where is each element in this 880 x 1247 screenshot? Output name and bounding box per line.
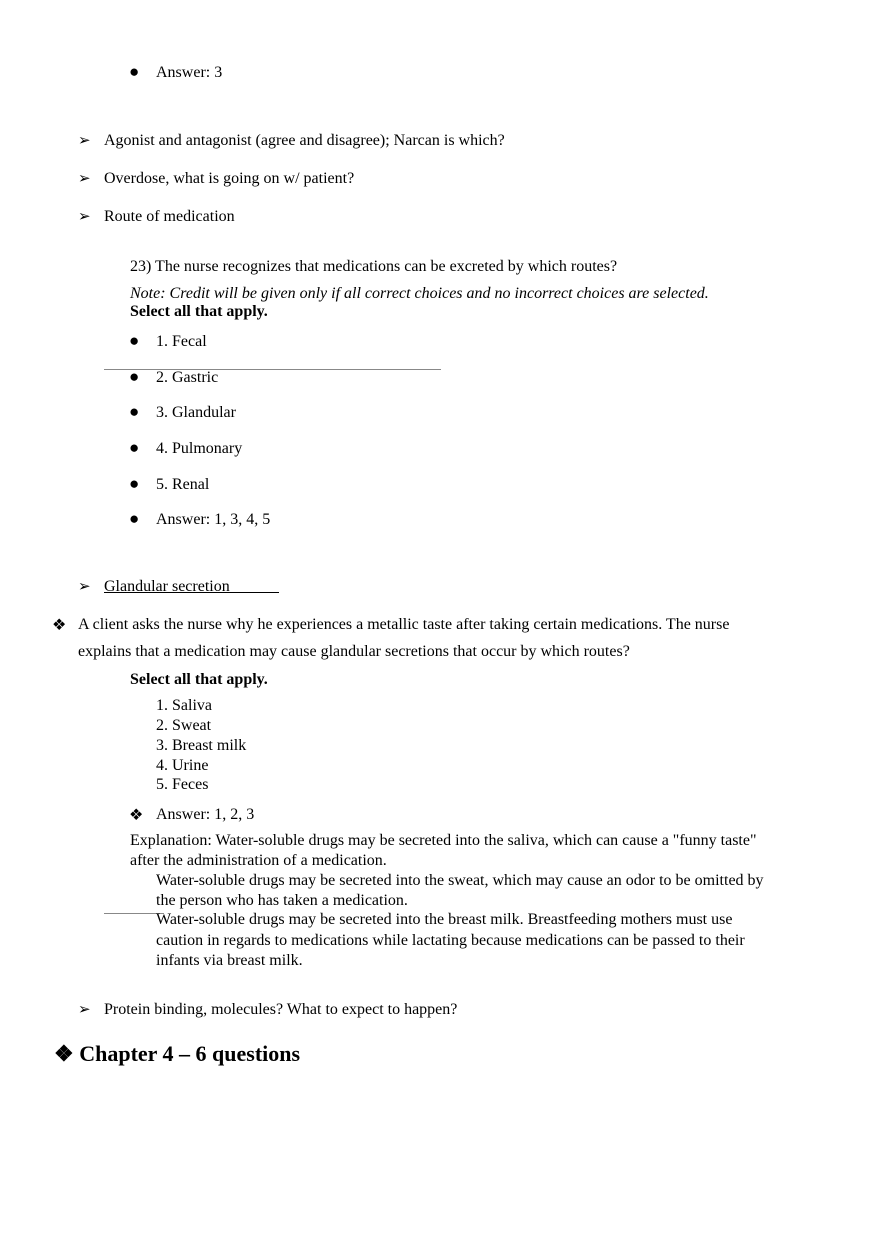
explanation-line: Water-soluble drugs may be secreted into the sweat, which may cause an odor to be omitted by	[156, 872, 764, 889]
filled-circle-bullet-icon: ●	[129, 331, 140, 350]
explanation-line: infants via breast milk.	[156, 952, 303, 969]
topic-glandular-secretion: Glandular secretion	[104, 578, 230, 595]
topic-protein-binding: Protein binding, molecules? What to expect to happen?	[104, 1001, 458, 1018]
filled-circle-bullet-icon: ●	[129, 367, 140, 386]
topic-underline	[104, 592, 279, 593]
explanation-line: Explanation: Water-soluble drugs may be secreted into the saliva, which can cause a "funny taste"	[130, 832, 757, 849]
glandular-select-all: Select all that apply.	[130, 671, 268, 688]
explanation-line: Water-soluble drugs may be secreted into the breast milk. Breastfeeding mothers must use	[156, 911, 733, 928]
filled-circle-bullet-icon: ●	[129, 438, 140, 457]
arrowhead-bullet-icon: ➢	[78, 209, 91, 225]
filled-circle-bullet-icon: ●	[129, 62, 140, 81]
glandular-answer: Answer: 1, 2, 3	[156, 806, 255, 823]
chapter-heading	[54, 1040, 300, 1068]
chapter-heading-text: Chapter 4 – 6 questions	[79, 1041, 301, 1066]
topic-agonist: Agonist and antagonist (agree and disagree); Narcan is which?	[104, 132, 505, 149]
q23-option: 2. Gastric	[156, 369, 219, 386]
glandular-option: 1. Saliva	[156, 697, 212, 714]
divider-line	[104, 913, 164, 914]
q23-option: 3. Glandular	[156, 404, 236, 421]
topic-overdose: Overdose, what is going on w/ patient?	[104, 170, 355, 187]
glandular-question-line1: A client asks the nurse why he experiences a metallic taste after taking certain medications. The nurse	[78, 616, 730, 633]
four-diamond-bullet-icon: ❖	[54, 1041, 80, 1066]
q23-option: 1. Fecal	[156, 333, 207, 350]
q23-select-all: Select all that apply.	[130, 303, 268, 320]
glandular-option: 2. Sweat	[156, 717, 212, 734]
explanation-line: after the administration of a medication.	[130, 852, 387, 869]
arrowhead-bullet-icon: ➢	[78, 1002, 91, 1018]
arrowhead-bullet-icon: ➢	[78, 579, 91, 595]
glandular-question-line2: explains that a medication may cause glandular secretions that occur by which routes?	[78, 643, 630, 660]
previous-answer: Answer: 3	[156, 64, 223, 81]
arrowhead-bullet-icon: ➢	[78, 133, 91, 149]
q23-question: 23) The nurse recognizes that medications can be excreted by which routes?	[130, 258, 618, 275]
q23-option: 4. Pulmonary	[156, 440, 243, 457]
glandular-option: 4. Urine	[156, 757, 209, 774]
filled-circle-bullet-icon: ●	[129, 474, 140, 493]
four-diamond-bullet-icon: ❖	[129, 807, 144, 824]
glandular-option: 5. Feces	[156, 776, 209, 793]
q23-answer: Answer: 1, 3, 4, 5	[156, 511, 271, 528]
filled-circle-bullet-icon: ●	[129, 402, 140, 421]
arrowhead-bullet-icon: ➢	[78, 171, 91, 187]
glandular-option: 3. Breast milk	[156, 737, 247, 754]
q23-option: 5. Renal	[156, 476, 210, 493]
explanation-line: the person who has taken a medication.	[156, 892, 408, 909]
filled-circle-bullet-icon: ●	[129, 509, 140, 528]
explanation-line: caution in regards to medications while lactating because medications can be passed to their	[156, 932, 745, 949]
topic-route: Route of medication	[104, 208, 235, 225]
divider-line	[104, 369, 441, 370]
q23-note: Note: Credit will be given only if all correct choices and no incorrect choices are selected.	[130, 285, 709, 302]
four-diamond-bullet-icon: ❖	[52, 617, 67, 634]
